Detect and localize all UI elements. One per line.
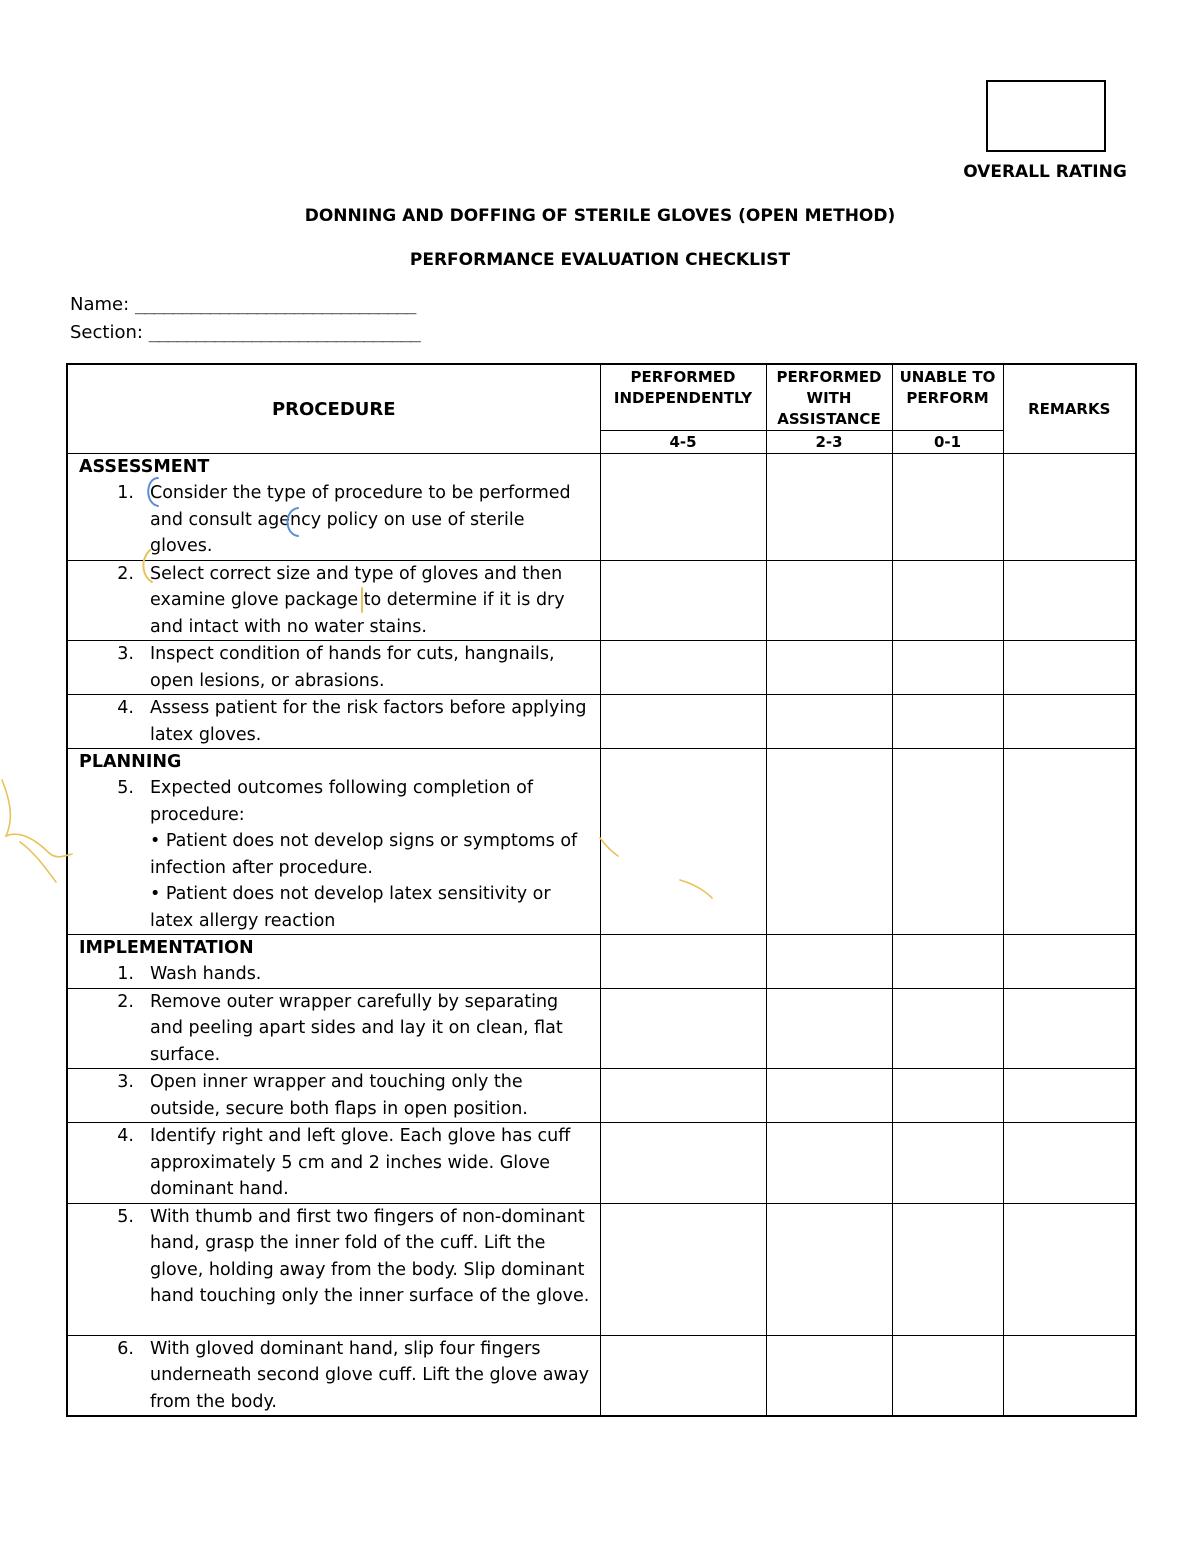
section-heading-assessment: ASSESSMENT	[79, 457, 210, 477]
procedure-cell	[67, 749, 600, 935]
rating-cell[interactable]	[892, 1069, 1003, 1123]
rating-cell[interactable]	[892, 935, 1003, 989]
rating-cell[interactable]	[766, 1069, 892, 1123]
rating-cell[interactable]	[600, 560, 766, 641]
step-number: 1.	[117, 964, 134, 984]
table-row	[67, 749, 1136, 935]
rating-cell[interactable]	[892, 454, 1003, 561]
step-text: Inspect condition of hands for cuts, hangnails, open lesions, or abrasions.	[150, 644, 555, 691]
step-number: 4.	[117, 1126, 134, 1146]
table-row	[67, 1335, 1136, 1416]
header-performed-independently: PERFORMED INDEPENDENTLY	[600, 364, 766, 431]
rating-cell[interactable]	[892, 749, 1003, 935]
procedure-cell	[67, 1335, 600, 1416]
rating-cell[interactable]	[600, 1069, 766, 1123]
table-row	[67, 1123, 1136, 1204]
score-range-assisted: 2-3	[766, 431, 892, 454]
section-heading-planning: PLANNING	[79, 752, 182, 772]
rating-cell[interactable]	[892, 1335, 1003, 1416]
highlighter-mark	[2, 780, 72, 857]
procedure-cell	[67, 988, 600, 1069]
rating-cell[interactable]	[766, 1335, 892, 1416]
step-text: Expected outcomes following completion of procedure:	[150, 778, 533, 825]
outcome-bullet: • Patient does not develop signs or symptoms of infection after procedure.	[150, 831, 578, 878]
table-row	[67, 560, 1136, 641]
procedure-cell	[67, 1123, 600, 1204]
step-text: Open inner wrapper and touching only the outside, secure both flaps in open position.	[150, 1072, 528, 1119]
table-row	[67, 695, 1136, 749]
rating-cell[interactable]	[766, 1123, 892, 1204]
document-title: DONNING AND DOFFING OF STERILE GLOVES (OPEN METHOD)	[304, 206, 896, 226]
overall-rating-box[interactable]	[986, 80, 1106, 152]
step-number: 3.	[117, 1072, 134, 1092]
table-row	[67, 988, 1136, 1069]
procedure-cell	[67, 1069, 600, 1123]
step-text: Consider the type of procedure to be performed and consult agency policy on use of sterile gloves.	[150, 483, 571, 556]
step-text: Select correct size and type of gloves and then examine glove package to determine if it is dry and intact with no water stains.	[150, 563, 565, 637]
step-number: 2.	[117, 563, 134, 584]
remarks-cell[interactable]	[1003, 1123, 1136, 1204]
rating-cell[interactable]	[600, 1123, 766, 1204]
header-procedure: PROCEDURE	[67, 364, 600, 454]
table-row	[67, 454, 1136, 561]
rating-cell[interactable]	[600, 1203, 766, 1335]
remarks-cell[interactable]	[1003, 988, 1136, 1069]
rating-cell[interactable]	[766, 749, 892, 935]
step-text: Remove outer wrapper carefully by separating and peeling apart sides and lay it on clean, flat surface.	[150, 991, 563, 1065]
remarks-cell[interactable]	[1003, 695, 1136, 749]
rating-cell[interactable]	[766, 695, 892, 749]
step-number: 2.	[117, 991, 134, 1012]
procedure-cell	[67, 1203, 600, 1335]
table-row	[67, 641, 1136, 695]
outcome-bullet: • Patient does not develop latex sensitivity or latex allergy reaction	[150, 884, 551, 931]
header-performed-with-assistance: PERFORMED WITH ASSISTANCE	[766, 364, 892, 431]
procedure-cell	[67, 695, 600, 749]
highlighter-mark	[20, 842, 56, 882]
step-number: 5.	[117, 1206, 134, 1227]
table-row	[67, 1069, 1136, 1123]
rating-cell[interactable]	[600, 695, 766, 749]
name-field[interactable]	[70, 294, 415, 315]
evaluation-table	[66, 363, 1137, 1417]
section-heading-implementation: IMPLEMENTATION	[79, 938, 254, 958]
procedure-cell	[67, 560, 600, 641]
score-range-independent: 4-5	[600, 431, 766, 454]
section-field[interactable]	[70, 322, 419, 343]
rating-cell[interactable]	[766, 935, 892, 989]
remarks-cell[interactable]	[1003, 1203, 1136, 1335]
table-row	[67, 935, 1136, 989]
rating-cell[interactable]	[892, 560, 1003, 641]
rating-cell[interactable]	[600, 935, 766, 989]
step-text: Assess patient for the risk factors before applying latex gloves.	[150, 698, 587, 745]
procedure-cell	[67, 454, 600, 561]
score-range-unable: 0-1	[892, 431, 1003, 454]
rating-cell[interactable]	[766, 454, 892, 561]
rating-cell[interactable]	[892, 641, 1003, 695]
remarks-cell[interactable]	[1003, 560, 1136, 641]
remarks-cell[interactable]	[1003, 935, 1136, 989]
step-number: 3.	[117, 644, 134, 664]
rating-cell[interactable]	[892, 1123, 1003, 1204]
rating-cell[interactable]	[892, 695, 1003, 749]
rating-cell[interactable]	[766, 560, 892, 641]
step-text: Wash hands.	[150, 964, 262, 984]
step-number: 4.	[117, 698, 134, 718]
remarks-cell[interactable]	[1003, 454, 1136, 561]
procedure-cell	[67, 641, 600, 695]
rating-cell[interactable]	[892, 988, 1003, 1069]
remarks-cell[interactable]	[1003, 641, 1136, 695]
section-line[interactable]: _____________________________	[148, 322, 420, 343]
step-text: Identify right and left glove. Each glove has cuff approximately 5 cm and 2 inches wide. Glove dominant hand.	[150, 1126, 571, 1199]
name-line[interactable]: ______________________________	[134, 294, 416, 315]
rating-cell[interactable]	[600, 641, 766, 695]
procedure-cell	[67, 935, 600, 989]
rating-cell[interactable]	[600, 454, 766, 561]
overall-rating-label: OVERALL RATING	[963, 162, 1127, 182]
rating-cell[interactable]	[766, 641, 892, 695]
remarks-cell[interactable]	[1003, 749, 1136, 935]
rating-cell[interactable]	[766, 988, 892, 1069]
document-subtitle: PERFORMANCE EVALUATION CHECKLIST	[409, 250, 791, 270]
step-text: With gloved dominant hand, slip four fingers underneath second glove cuff. Lift the glove away from the body.	[150, 1338, 589, 1412]
rating-cell[interactable]	[892, 1203, 1003, 1335]
step-text: With thumb and first two fingers of non-dominant hand, grasp the inner fold of the cuff. Lift the glove, holding away from the body. Slip dominant hand touching only the inner surface of the glove.	[150, 1206, 590, 1306]
step-number: 6.	[117, 1338, 134, 1359]
rating-cell[interactable]	[766, 1203, 892, 1335]
header-unable-to-perform: UNABLE TO PERFORM	[892, 364, 1003, 431]
step-number: 1.	[117, 483, 134, 503]
remarks-cell[interactable]	[1003, 1069, 1136, 1123]
header-remarks: REMARKS	[1003, 364, 1136, 454]
section-label: Section:	[70, 322, 143, 343]
table-row	[67, 1203, 1136, 1335]
name-label: Name:	[70, 294, 130, 315]
remarks-cell[interactable]	[1003, 1335, 1136, 1416]
rating-cell[interactable]	[600, 749, 766, 935]
rating-cell[interactable]	[600, 988, 766, 1069]
step-number: 5.	[117, 778, 134, 798]
rating-cell[interactable]	[600, 1335, 766, 1416]
